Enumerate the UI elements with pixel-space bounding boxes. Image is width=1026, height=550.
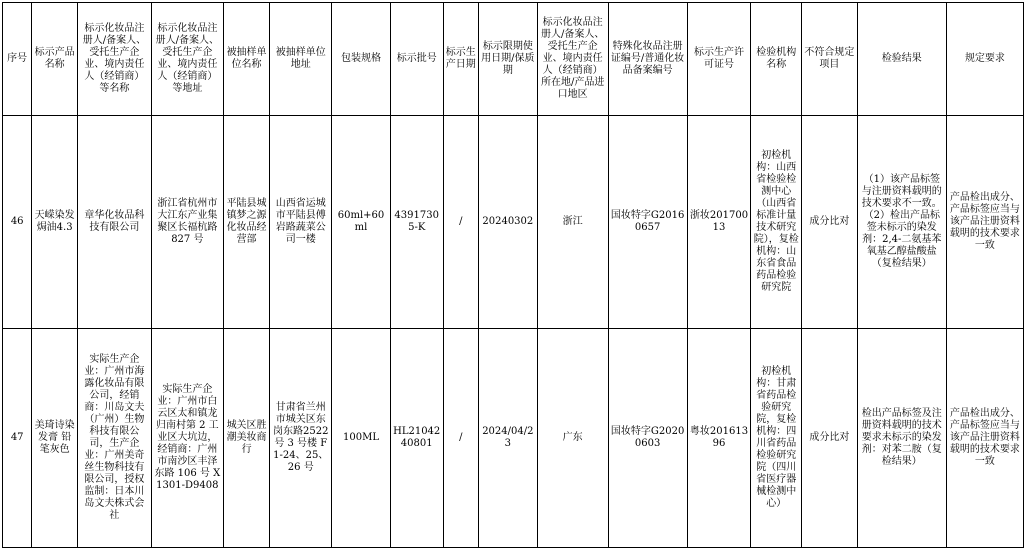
header-cell: 标示批号 <box>390 3 443 116</box>
header-cell: 标示化妆品注册人/备案人、受托生产企业、境内责任人（经销商）等名称 <box>77 3 151 116</box>
table-cell: 章华化妆品科技有限公司 <box>77 116 151 329</box>
table-cell: 成分比对 <box>802 116 858 329</box>
header-cell: 规定要求 <box>946 3 1023 116</box>
header-cell: 不符合规定项目 <box>802 3 858 116</box>
header-cell: 被抽样单位地址 <box>270 3 332 116</box>
header-cell: 标示化妆品注册人/备案人、受托生产企业、境内责任人（经销商）所在地/产品进口地区 <box>537 3 608 116</box>
table-cell: 国妆特字G20160657 <box>608 116 687 329</box>
header-cell: 标示生产日期 <box>443 3 478 116</box>
header-cell: 检验机构名称 <box>751 3 802 116</box>
table-cell: / <box>443 329 478 548</box>
table-cell: 广东 <box>537 329 608 548</box>
header-row <box>3 3 1024 116</box>
table-cell: （1）该产品标签与注册资料载明的技术要求不一致。（2）检出产品标签未标示的染发剂：2,4-二氨基苯氧基乙醇盐酸盐（复检结果） <box>857 116 946 329</box>
table-cell: 20240302 <box>478 116 537 329</box>
inspection-results-table <box>2 2 1024 548</box>
table-cell: 浙江省杭州市大江东产业集聚区长福杭路 827 号 <box>151 116 223 329</box>
table-cell: 43917305-K <box>390 116 443 329</box>
table-cell: 产品检出成分、产品标签应当与该产品注册资料载明的技术要求一致 <box>946 329 1023 548</box>
table-cell: 美琦诗染发膏 铅笔灰色 <box>32 329 78 548</box>
table-cell: 粤妆20161396 <box>687 329 751 548</box>
table-cell: 2024/04/23 <box>478 329 537 548</box>
header-cell: 特殊化妆品注册证编号/普通化妆品备案编号 <box>608 3 687 116</box>
header-cell: 标示限期使用日期/保质期 <box>478 3 537 116</box>
table-cell: 浙江 <box>537 116 608 329</box>
header-cell: 包装规格 <box>332 3 391 116</box>
table-cell: 47 <box>3 329 32 548</box>
table-cell: 天嵘染发焗油4.3 <box>32 116 78 329</box>
table-cell: 国妆特字G20200603 <box>608 329 687 548</box>
header-cell: 标示化妆品注册人/备案人、受托生产企业、境内责任人（经销商）等地址 <box>151 3 223 116</box>
table-cell: 实际生产企业：广州市白云区太和镇龙归南村第 2 工业区大坑边，经销商：广州市南沙区丰泽东路 106 号 X1301-D9408 <box>151 329 223 548</box>
table-cell: 初检机构：甘肃省药品检验研究院，复检机构：四川省药品检验研究院（四川省医疗器械检测中心） <box>751 329 802 548</box>
table-cell: HL2104240801 <box>390 329 443 548</box>
header-cell: 标示生产许可证号 <box>687 3 751 116</box>
table-cell: 60ml+60ml <box>332 116 391 329</box>
table-cell: 浙妆20170013 <box>687 116 751 329</box>
header-cell: 序号 <box>3 3 32 116</box>
header-cell: 检验结果 <box>857 3 946 116</box>
table-cell: / <box>443 116 478 329</box>
header-cell: 被抽样单位名称 <box>223 3 270 116</box>
table-cell: 100ML <box>332 329 391 548</box>
table-cell: 甘肃省兰州市城关区东岗东路2522 号 3 号楼 F1-24、25、26 号 <box>270 329 332 548</box>
table-row <box>3 116 1024 329</box>
table-cell: 城关区胜潮美妆商行 <box>223 329 270 548</box>
table-row <box>3 329 1024 548</box>
table-cell: 平陆县城镇梦之源化妆品经营部 <box>223 116 270 329</box>
table-cell: 产品检出成分、产品标签应当与该产品注册资料载明的技术要求一致 <box>946 116 1023 329</box>
table-cell: 初检机构：山西省检验检测中心（山西省标准计量技术研究院），复检机构：山东省食品药品检验研究院 <box>751 116 802 329</box>
header-cell: 标示产品名称 <box>32 3 78 116</box>
table-cell: 检出产品标签及注册资料载明的技术要求未标示的染发剂：对苯二胺（复检结果） <box>857 329 946 548</box>
table-cell: 实际生产企业：广州市海露化妆品有限公司，经销商：川岛文夫（广州）生物科技有限公司，生产企业：广州美奇丝生物科技有限公司，授权监制：日本川岛文夫株式会社 <box>77 329 151 548</box>
table-cell: 山西省运城市平陆县傅岩路蔬菜公司一楼 <box>270 116 332 329</box>
table-cell: 成分比对 <box>802 329 858 548</box>
table-cell: 46 <box>3 116 32 329</box>
